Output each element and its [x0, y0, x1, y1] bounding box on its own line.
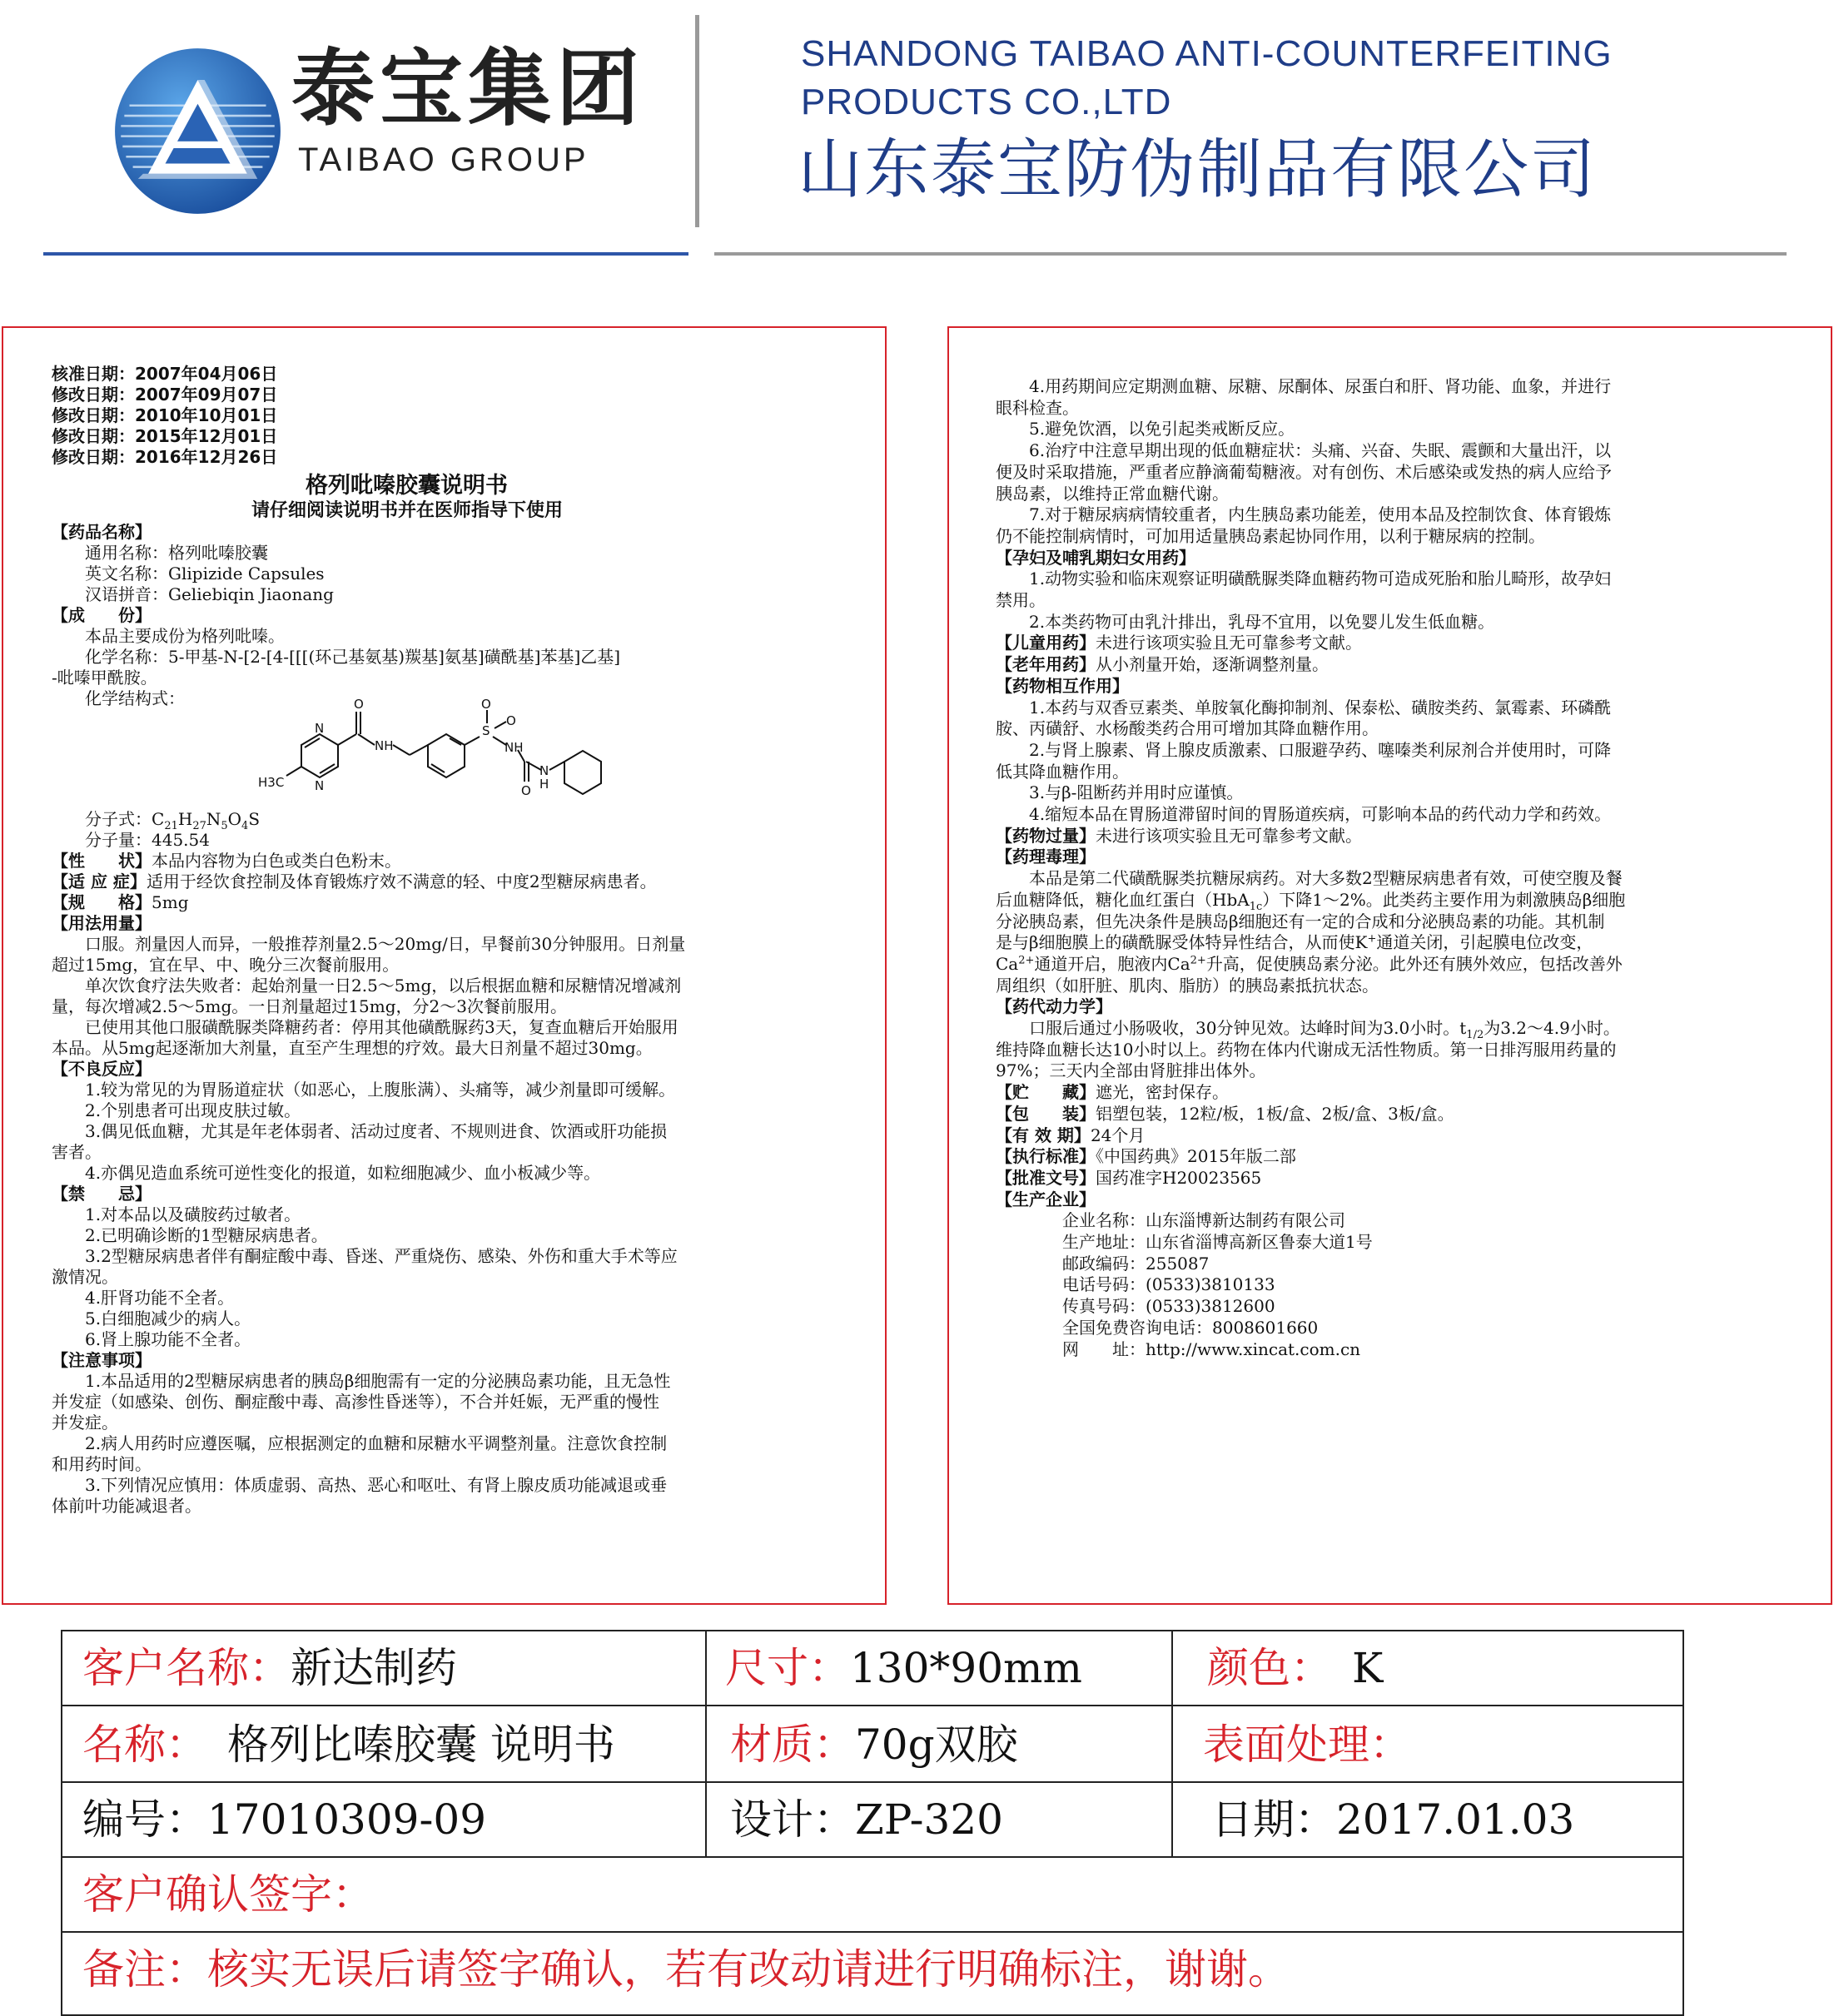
left-leaflet-line: 通用名称：格列吡嗪胶囊	[52, 543, 268, 563]
table-row-divider	[62, 1856, 1682, 1858]
section-text: 遮光，密封保存。	[1096, 1082, 1229, 1103]
code-value: 17010309-09	[207, 1795, 487, 1844]
right-leaflet-line: 眼科检查。	[996, 397, 1079, 418]
material-cell	[730, 1720, 1018, 1770]
structure-nh-sulfonyl: NH	[504, 740, 524, 755]
right-leaflet-line	[996, 1082, 1229, 1102]
right-leaflet-line: 5.避免饮酒，以免引起类戒断反应。	[996, 419, 1295, 439]
section-heading: 【老年用药】	[996, 654, 1096, 675]
section-heading: 【适 应 症】	[52, 871, 147, 891]
left-leaflet-line: 【注意事项】	[52, 1350, 152, 1370]
right-leaflet-line: 1.本药与双香豆素类、单胺氧化酶抑制剂、保泰松、磺胺类药、氯霉素、环磷酰	[996, 697, 1612, 718]
right-leaflet-line: 生产地址：山东省淄博高新区鲁泰大道1号	[996, 1232, 1373, 1252]
note-value: 核实无误后请签字确认，若有改动请进行明确标注，谢谢。	[207, 1945, 1290, 1994]
right-leaflet-line: 网 址：http://www.xincat.com.cn	[996, 1338, 1361, 1359]
right-leaflet-line: 分泌胰岛素，但先决条件是胰岛β细胞还有一定的合成和分泌胰岛素的功能。其机制	[996, 911, 1605, 931]
size-value: 130*90mm	[850, 1644, 1082, 1692]
left-leaflet-line: 已使用其他口服磺酰脲类降糖药者：停用其他磺酰脲药3天，复查血糖后开始服用	[52, 1017, 678, 1037]
left-leaflet-line: 4.亦偶见造血系统可逆性变化的报道，如粒细胞减少、血小板减少等。	[52, 1163, 601, 1183]
left-leaflet-line	[52, 892, 189, 912]
left-leaflet-line: 化学结构式：	[52, 688, 185, 708]
table-row-divider	[62, 1931, 1682, 1933]
section-heading: 【性 状】	[52, 851, 152, 871]
customer-cell	[82, 1643, 457, 1693]
size-cell	[725, 1643, 1082, 1693]
section-heading: 【有 效 期】	[996, 1125, 1091, 1145]
table-col-divider	[705, 1631, 707, 1856]
right-leaflet-line: 低其降血糖作用。	[996, 761, 1129, 782]
left-leaflet-line: -吡嗪甲酰胺。	[52, 668, 157, 688]
section-text: 未进行该项实验且无可靠参考文献。	[1096, 633, 1362, 653]
left-leaflet-line	[52, 871, 657, 891]
left-leaflet-line: 修改日期：2015年12月01日	[52, 426, 278, 446]
color-label: 颜色：	[1207, 1644, 1332, 1692]
header-divider	[695, 15, 699, 227]
right-leaflet-line: 口服后通过小肠吸收，30分钟见效。达峰时间为3.0小时。$t_{1/2}$为3.2～4.9小时。	[996, 1018, 1620, 1041]
left-leaflet-line: 4.肝肾功能不全者。	[52, 1288, 235, 1308]
date-cell	[1211, 1795, 1574, 1845]
right-leaflet-line: 1.动物实验和临床观察证明磺酰脲类降血糖药物可造成死胎和胎儿畸形，故孕妇	[996, 569, 1612, 589]
right-leaflet-line: 2.与肾上腺素、肾上腺皮质激素、口服避孕药、噻嗪类利尿剂合并使用时，可降	[996, 739, 1612, 760]
logo-chinese-name: 泰宝集团	[291, 40, 644, 137]
right-leaflet-line: $Ca^{2+}$通道开启，胞液内$Ca^{2+}$升高，促使胰岛素分泌。此外还有胰外效应，包括改善外	[996, 953, 1623, 974]
note-label: 备注：	[82, 1945, 207, 1994]
section-heading: 【执行标准】	[996, 1146, 1096, 1167]
right-leaflet-line	[996, 1146, 1296, 1166]
left-leaflet-line: 【禁 忌】	[52, 1184, 152, 1204]
date-label: 日期：	[1211, 1795, 1336, 1844]
right-leaflet-line: 全国免费咨询电话：8008601660	[996, 1317, 1319, 1338]
right-leaflet-line: 仍不能控制病情时，可加用适量胰岛素起协同作用，以利于糖尿病的控制。	[996, 525, 1545, 546]
structure-n-2: N	[315, 778, 325, 793]
name-cell	[82, 1720, 615, 1770]
left-leaflet-line: 核准日期：2007年04月06日	[52, 364, 278, 384]
structure-o-sulfonyl-1: O	[481, 697, 491, 712]
taibao-globe-logo-icon	[112, 46, 283, 216]
code-cell	[82, 1795, 486, 1845]
left-leaflet-line: 修改日期：2007年09月07日	[52, 385, 278, 405]
section-heading: 【规 格】	[52, 892, 152, 912]
right-leaflet-line: 【药物相互作用】	[996, 675, 1129, 696]
section-text: 《中国药典》2015年版二部	[1096, 1146, 1296, 1167]
note-cell	[82, 1944, 1290, 1994]
left-leaflet-line: 3.下列情况应慎用：体质虚弱、高热、恶心和呕吐、有肾上腺皮质功能减退或垂	[52, 1475, 668, 1495]
right-leaflet-line: 传真号码：(0533)3812600	[996, 1296, 1275, 1317]
right-leaflet-line: 【药代动力学】	[996, 996, 1112, 1017]
section-text: 国药准字H20023565	[1096, 1167, 1262, 1188]
code-label: 编号：	[82, 1795, 207, 1844]
section-text: 本品内容物为白色或类白色粉末。	[152, 851, 401, 871]
structure-o-carbonyl: O	[354, 697, 364, 712]
left-leaflet-line: 分子式：$C_{21}H_{27}N_5O_4S$	[52, 809, 261, 832]
right-leaflet-line: 便及时采取措施，严重者应静滴葡萄糖液。对有创伤、术后感染或发热的病人应给予	[996, 461, 1612, 482]
left-leaflet-line: 激情况。	[52, 1267, 118, 1287]
right-leaflet-line: 胰岛素，以维持正常血糖代谢。	[996, 483, 1229, 504]
right-leaflet-line	[996, 633, 1362, 653]
left-leaflet-line: 【用法用量】	[52, 913, 152, 933]
left-leaflet-line: 和用药时间。	[52, 1454, 152, 1474]
left-leaflet-line: 1.本品适用的2型糖尿病患者的胰岛β细胞需有一定的分泌胰岛素功能，且无急性	[52, 1371, 671, 1391]
section-heading: 【包 装】	[996, 1103, 1096, 1124]
right-leaflet-line: 【药理毒理】	[996, 847, 1096, 867]
material-value: 70g双胶	[855, 1721, 1018, 1769]
size-label: 尺寸：	[725, 1644, 850, 1692]
left-leaflet-line: 修改日期：2016年12月26日	[52, 447, 278, 467]
right-leaflet-line: 邮政编码：255087	[996, 1253, 1210, 1274]
date-value: 2017.01.03	[1336, 1795, 1575, 1844]
structure-o-urea: O	[521, 783, 531, 798]
right-leaflet-line: 2.本类药物可由乳汁排出，乳母不宜用，以免婴儿发生低血糖。	[996, 611, 1495, 632]
left-leaflet-line: 2.病人用药时应遵医嘱，应根据测定的血糖和尿糖水平调整剂量。注意饮食控制	[52, 1433, 668, 1453]
proof-info-table	[61, 1630, 1684, 2016]
right-leaflet-line: 【生产企业】	[996, 1189, 1096, 1209]
structure-n-urea: N	[539, 763, 549, 778]
left-leaflet-line: 格列吡嗪胶囊说明书	[306, 473, 508, 499]
logo-english-name: TAIBAO GROUP	[298, 142, 589, 178]
structure-h-urea: H	[539, 777, 549, 792]
company-header	[0, 0, 1834, 266]
section-heading: 【贮 藏】	[996, 1082, 1096, 1103]
structure-o-sulfonyl-2: O	[506, 713, 516, 728]
section-heading: 【儿童用药】	[996, 633, 1096, 653]
right-leaflet-line: 4.缩短本品在胃肠道滞留时间的胃肠道疾病，可影响本品的药代动力学和药效。	[996, 804, 1612, 824]
table-col-divider	[1171, 1631, 1173, 1856]
left-leaflet-line: 英文名称：Glipizide Capsules	[52, 564, 325, 583]
left-leaflet-line: 1.较为常见的为胃肠道症状（如恶心，上腹胀满）、头痛等，减少剂量即可缓解。	[52, 1080, 676, 1100]
left-leaflet-line: 本品主要成份为格列吡嗪。	[52, 626, 285, 646]
section-text: 24个月	[1090, 1125, 1146, 1145]
right-leaflet-line: 7.对于糖尿病病情较重者，内生胰岛素功能差，使用本品及控制饮食、体育锻炼	[996, 504, 1612, 525]
section-text: 未进行该项实验且无可靠参考文献。	[1096, 825, 1362, 846]
right-leaflet-line: 4.用药期间应定期测血糖、尿糖、尿酮体、尿蛋白和肝、肾功能、血象，并进行	[996, 376, 1612, 396]
left-leaflet-line	[52, 851, 401, 871]
right-leaflet-line: 是与β细胞膜上的磺酰脲受体特异性结合，从而使K+通道关闭，引起膜电位改变，	[996, 932, 1593, 953]
header-rule-gray	[714, 252, 1787, 256]
left-leaflet-line: 【不良反应】	[52, 1059, 152, 1079]
name-label: 名称：	[82, 1721, 207, 1769]
confirm-signature-cell	[82, 1870, 374, 1919]
left-leaflet-line: 量，每次增减2.5～5mg。一日剂量超过15mg，分2～3次餐前服用。	[52, 996, 567, 1016]
left-leaflet-line: 3.偶见低血糖，尤其是年老体弱者、活动过度者、不规则进食、饮酒或肝功能损	[52, 1121, 668, 1141]
left-leaflet-line: 3.2型糖尿病患者伴有酮症酸中毒、昏迷、严重烧伤、感染、外伤和重大手术等应	[52, 1246, 678, 1266]
section-text: 从小剂量开始，逐渐调整剂量。	[1096, 654, 1329, 675]
name-value: 格列比嗪胶囊 说明书	[227, 1721, 615, 1769]
right-leaflet-line: 维持降血糖长达10小时以上。药物在体内代谢成无活性物质。第一日排泻服用药量的	[996, 1039, 1617, 1060]
right-leaflet-line: 【孕妇及哺乳期妇女用药】	[996, 547, 1195, 568]
structure-n-1: N	[315, 721, 325, 736]
section-text: 5mg	[152, 892, 189, 912]
left-leaflet-line: 本品。从5mg起逐渐加大剂量，直至产生理想的疗效。最大日剂量不超过30mg。	[52, 1038, 653, 1058]
left-leaflet-line: 超过15mg，宜在早、中、晚分三次餐前服用。	[52, 955, 400, 975]
left-leaflet-line: 【成 份】	[52, 605, 152, 625]
section-text: 适用于经饮食控制及体育锻炼疗效不满意的轻、中度2型糖尿病患者。	[146, 871, 657, 891]
right-leaflet-line: 胺、丙磺舒、水杨酸类药合用可增加其降血糖作用。	[996, 718, 1379, 739]
left-leaflet-line: 2.个别患者可出现皮肤过敏。	[52, 1100, 301, 1120]
right-leaflet-line	[996, 654, 1329, 674]
design-cell	[730, 1795, 1003, 1845]
design-value: ZP-320	[855, 1795, 1003, 1844]
left-leaflet-line: 并发症（如感染、创伤、酮症酸中毒、高渗性昏迷等），不合并妊娠，无严重的慢性	[52, 1392, 659, 1412]
left-leaflet-line: 2.已明确诊断的1型糖尿病患者。	[52, 1225, 328, 1245]
right-leaflet-line	[996, 1168, 1261, 1188]
left-leaflet-line: 分子量：445.54	[52, 830, 210, 850]
right-leaflet-line	[996, 1125, 1145, 1145]
right-leaflet-line: 企业名称：山东淄博新达制药有限公司	[996, 1210, 1345, 1231]
table-row-divider	[62, 1781, 1682, 1783]
left-leaflet-line: 修改日期：2010年10月01日	[52, 405, 278, 425]
header-rule-blue	[43, 252, 688, 256]
left-leaflet-line: 体前叶功能减退者。	[52, 1496, 201, 1516]
confirm-signature-label: 客户确认签字：	[82, 1870, 374, 1919]
section-heading: 【药物过量】	[996, 825, 1096, 846]
right-leaflet-line: 本品是第二代磺酰脲类抗糖尿病药。对大多数2型糖尿病患者有效，可使空腹及餐	[996, 868, 1623, 889]
left-leaflet-line: 汉语拼音：Geliebiqin Jiaonang	[52, 584, 334, 604]
left-leaflet-line: 并发症。	[52, 1413, 118, 1433]
right-leaflet-line: 6.治疗中注意早期出现的低血糖症状：头痛、兴奋、失眠、震颤和大量出汗，以	[996, 440, 1612, 461]
left-leaflet-line: 1.对本品以及磺胺药过敏者。	[52, 1204, 301, 1224]
section-text: 铝塑包装，12粒/板，1板/盒、2板/盒、3板/盒。	[1096, 1103, 1454, 1124]
left-leaflet-line: 单次饮食疗法失败者：起始剂量一日2.5～5mg，以后根据血糖和尿糖情况增减剂	[52, 976, 682, 996]
company-english-name-line1: SHANDONG TAIBAO ANTI-COUNTERFEITING	[801, 33, 1613, 74]
structure-nh-amide: NH	[375, 738, 394, 753]
left-leaflet-line: 请仔细阅读说明书并在医师指导下使用	[251, 500, 564, 521]
left-leaflet-line: 口服。剂量因人而异，一般推荐剂量2.5～20mg/日，早餐前30分钟服用。日剂量	[52, 934, 686, 954]
structure-s: S	[482, 723, 490, 738]
right-leaflet-line: 电话号码：(0533)3810133	[996, 1274, 1275, 1295]
left-leaflet-line: 5.白细胞减少的病人。	[52, 1308, 251, 1328]
color-value: K	[1352, 1644, 1384, 1692]
company-english-name-line2: PRODUCTS CO.,LTD	[801, 82, 1172, 122]
design-label: 设计：	[730, 1795, 855, 1844]
left-leaflet-line: 【药品名称】	[52, 522, 152, 542]
right-leaflet-line	[996, 826, 1362, 846]
chemical-structure-diagram	[250, 695, 716, 820]
customer-label: 客户名称：	[82, 1644, 291, 1692]
surface-label: 表面处理：	[1203, 1721, 1411, 1769]
material-label: 材质：	[730, 1721, 855, 1769]
customer-value: 新达制药	[291, 1644, 457, 1692]
left-leaflet-line: 6.肾上腺功能不全者。	[52, 1329, 251, 1349]
surface-cell	[1203, 1720, 1411, 1770]
right-leaflet-line	[996, 1104, 1454, 1124]
right-leaflet-line: 3.与β-阻断药并用时应谨慎。	[996, 782, 1244, 803]
right-leaflet-line: 周组织（如肝脏、肌肉、脂肪）的胰岛素抵抗状态。	[996, 975, 1379, 996]
left-leaflet-line: 害者。	[52, 1142, 102, 1162]
left-leaflet-line: 化学名称：5-甲基-N-[2-[4-[[[(环己基氨基)羰基]氨基]磺酰基]苯基]乙基]	[52, 647, 621, 667]
company-chinese-name: 山东泰宝防伪制品有限公司	[798, 132, 1598, 207]
structure-h3c: H3C	[258, 775, 285, 790]
color-cell	[1207, 1643, 1383, 1693]
right-leaflet-line: 97%；三天内全部由肾脏排出体外。	[996, 1060, 1266, 1081]
right-leaflet-line: 后血糖降低，糖化血红蛋白（HbA$_{1c}$）下降1～2%。此类药主要作用为刺激胰岛β细胞	[996, 889, 1626, 913]
right-leaflet-line: 禁用。	[996, 590, 1046, 610]
section-heading: 【批准文号】	[996, 1167, 1096, 1188]
table-row-divider	[62, 1705, 1682, 1706]
